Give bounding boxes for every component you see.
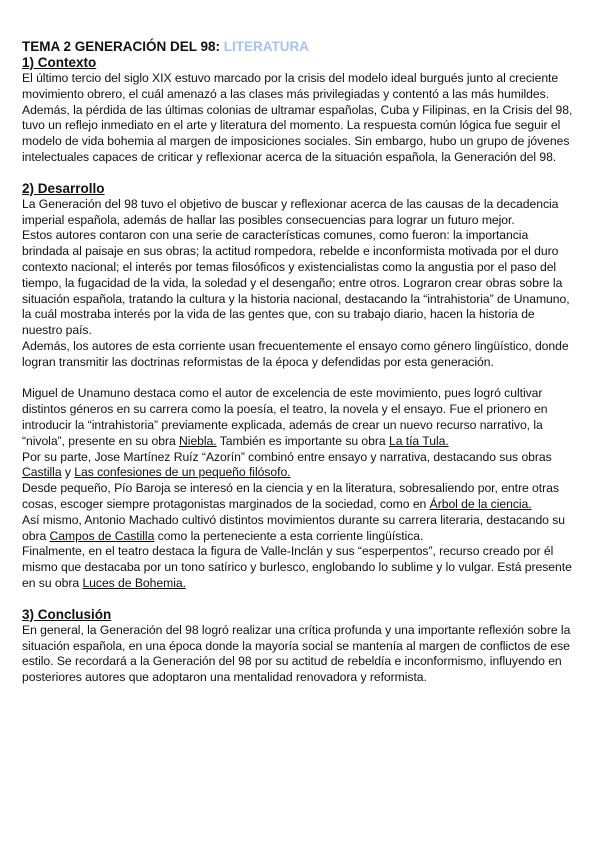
work-arbol-de-la-ciencia: Árbol de la ciencia. [429, 496, 532, 511]
machado-text: Así mismo, Antonio Machado cultivó distintos movimientos durante su carrera literaria, destacando su obra [22, 512, 566, 543]
paragraph-unamuno [22, 386, 578, 449]
work-luces-de-bohemia: Luces de Bohemia. [82, 575, 186, 590]
work-niebla: Niebla. [179, 433, 217, 448]
valle-text: Finalmente, en el teatro destaca la figura de Valle-Inclán y sus “esperpentos”, recurso creado por él mismo que destacaba por un tono satírico y burlesco, englobando lo sublime y lo vulgar. Está presente en su obra [22, 544, 572, 590]
paragraph-desarrollo-ensayo: Además, los autores de esta corriente usan frecuentemente el ensayo como género lingüístico, donde logran transmitir las doctrinas reformistas de la época y defendidas por esta generación. [22, 338, 569, 369]
paragraph-valle-inclan [22, 544, 578, 591]
document-body [22, 39, 578, 686]
spacer [22, 371, 578, 387]
unamuno-text: Miguel de Unamuno destaca como el autor de excelencia de este movimiento, pues logró cultivar distintos géneros en su carrera como la poesía, el teatro, la novela y el ensayo. Fue el prionero en introducir la “intrahistoria” previamente explicada, además de crear un nuevo recurso narrativo, la “nivola”, presente en su obra [22, 386, 548, 448]
work-castilla: Castilla [22, 465, 62, 480]
paragraph-baroja [22, 481, 578, 513]
title-accent: LITERATURA [223, 39, 310, 54]
paragraph-desarrollo-caracteristicas: Estos autores contaron con una serie de características comunes, como fueron: la importancia brindada al paisaje en sus obras; la actitud rompedora, rebelde e inconformista motivada por el duro contexto nacional; el interés por temas filosóficos y existencialistas como la angustia por el paso del tiempo, la fugacidad de la vida, la soledad y el desengaño; entre otros. Lograron crear obras sobre la situación española, tratando la cultura y la historia nacional, destacando la “intrahistoria” de Unamuno, la cuál mostraba interés por la vida de las gentes que, con su trabajo diario, hacen la historia de nuestro país. [22, 228, 570, 338]
heading-conclusion: 3) Conclusión [22, 606, 112, 622]
paragraph-conclusion: En general, la Generación del 98 logró realizar una crítica profunda y una importante reflexión sobre la situación española, en una época donde la mayoría social se mantenía al margen de conflictos de ese estilo. Se recordará a la Generación del 98 por su actitud de rebeldía e inconformismo, influyendo en posteriores autores que adoptaron una mentalidad renovadora y reformista. [22, 622, 571, 685]
title-main: TEMA 2 GENERACIÓN DEL 98: [22, 39, 221, 54]
baroja-text: Desde pequeño, Pío Baroja se interesó en la ciencia y en la literatura, sobresaliendo por, entre otras cosas, escoger siempre protagonistas marginados de la sociedad, como en [22, 481, 559, 511]
heading-contexto: 1) Contexto [22, 55, 97, 70]
paragraph-azorin [22, 450, 578, 482]
azorin-mid: y [61, 465, 75, 480]
document-title [22, 39, 578, 55]
spacer [22, 166, 578, 181]
spacer [22, 592, 578, 607]
work-confesiones: Las confesiones de un pequeño filósofo. [74, 465, 291, 480]
heading-desarrollo: 2) Desarrollo [22, 180, 105, 196]
azorin-text: Por su parte, Jose Martínez Ruíz “Azorín” combinó entre ensayo y narrativa, destacando sus obras [22, 449, 552, 464]
unamuno-mid: También es importante su obra [216, 433, 389, 448]
paragraph-machado [22, 513, 578, 545]
paragraph-contexto: El último tercio del siglo XIX estuvo marcado por la crisis del modelo ideal burgués junto al creciente movimiento obrero, el cuál amenazó a las clases más privilegiadas y contentó a las más humildes. Además, la pérdida de las últimas colonias de ultramar españolas, Cuba y Filipinas, en la Crisis del 98, tuvo un reflejo inmediato en el arte y literatura del momento. La respuesta común lógica fue seguir el modelo de vida bohemia al margen de imposiciones sociales. Sin embargo, hubo un grupo de jóvenes intelectuales capaces de criticar y reflexionar acerca de la situación española, la Generación del 98. [22, 71, 573, 164]
work-la-tia-tula: La tía Tula. [388, 433, 449, 448]
machado-end: como la perteneciente a esta corriente lingüística. [154, 528, 424, 543]
paragraph-desarrollo-objetivo: La Generación del 98 tuvo el objetivo de buscar y reflexionar acerca de las causas de la decadencia imperial española, además de hallar las posibles consecuencias para lograr un futuro mejor. [22, 196, 559, 227]
work-campos-de-castilla: Campos de Castilla [49, 528, 155, 543]
